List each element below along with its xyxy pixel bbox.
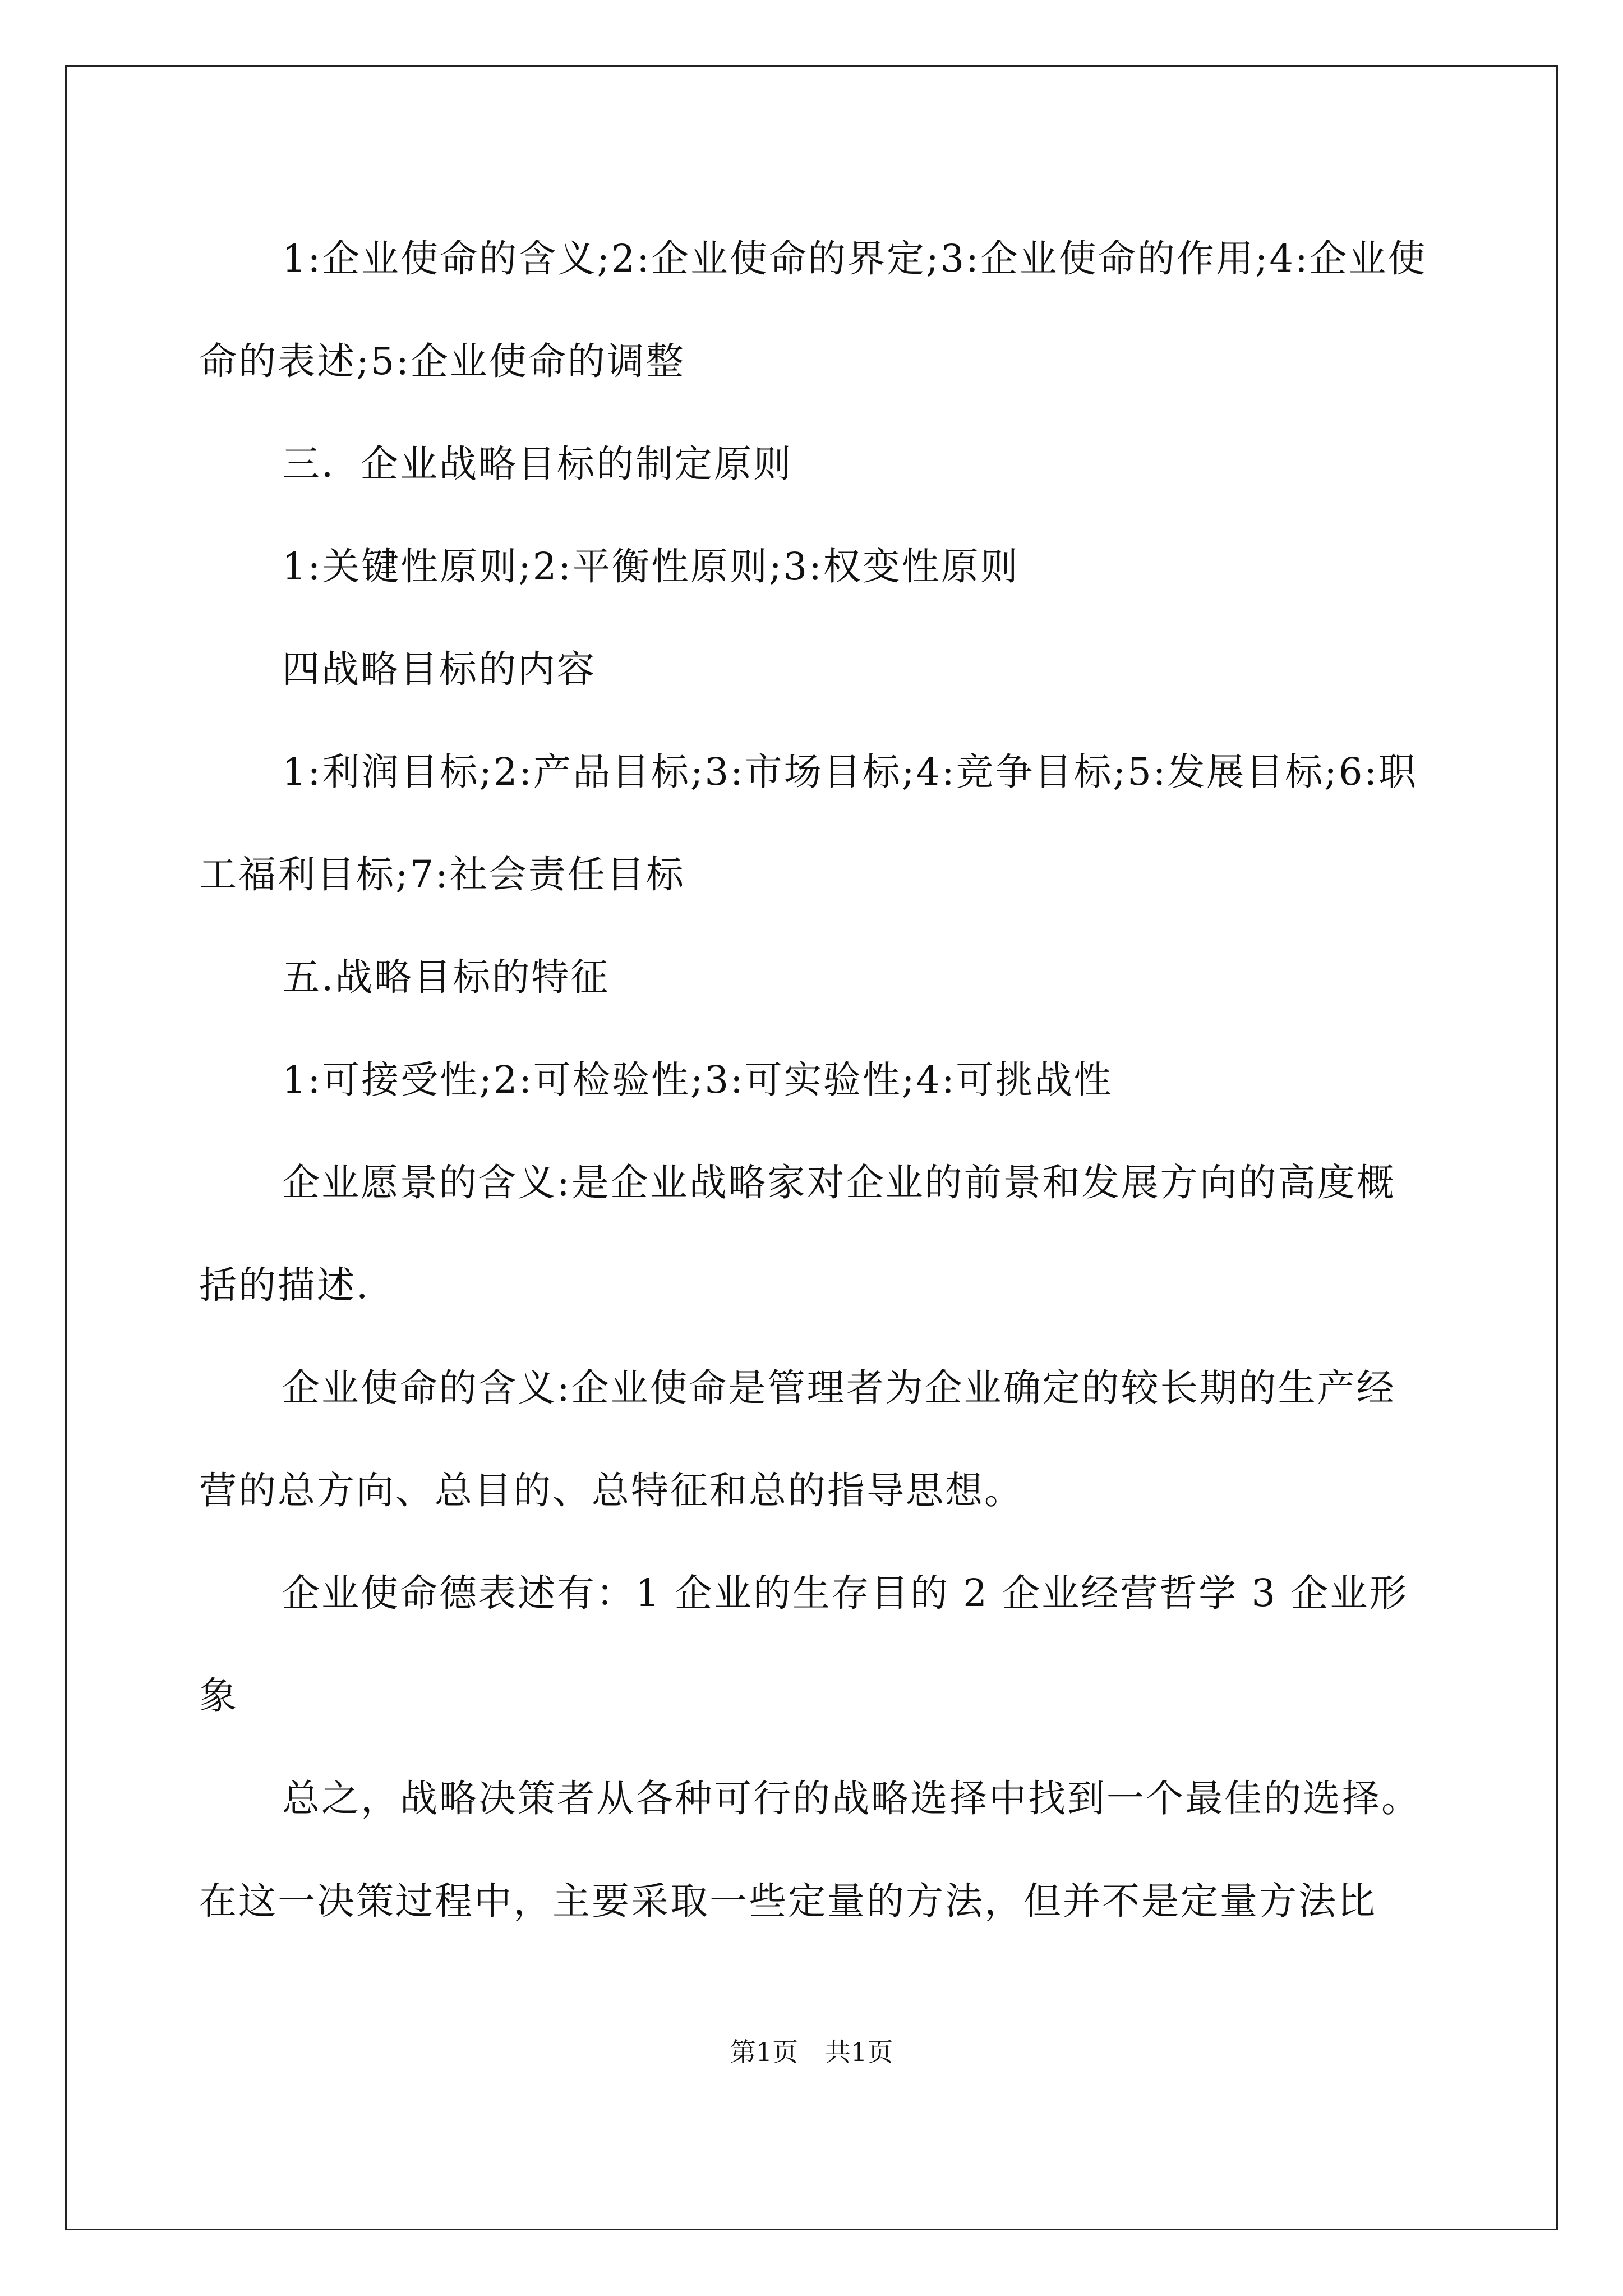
page-footer [0, 2035, 1623, 2069]
section-heading: 三．企业战略目标的制定原则 [282, 442, 792, 486]
page-total: 共1页 [825, 2037, 893, 2067]
document-body [199, 208, 1433, 1953]
paragraph: 总之，战略决策者从各种可行的战略选择中找到一个最佳的选择。在这一决策过程中，主要采取一些定量的方法，但并不是定量方法比 [199, 1777, 1421, 1923]
paragraph: 1:关键性原则;2:平衡性原则;3:权变性原则 [282, 545, 1020, 588]
paragraph: 1:利润目标;2:产品目标;3:市场目标;4:竞争目标;5:发展目标;6:职工福利目标;7:社会责任目标 [199, 750, 1418, 896]
paragraph: 企业使命的含义:企业使命是管理者为企业确定的较长期的生产经营的总方向、总目的、总特征和总的指导思想。 [199, 1366, 1396, 1512]
paragraph: 1:企业使命的含义;2:企业使命的界定;3:企业使命的作用;4:企业使命的表述;5:企业使命的调整 [199, 237, 1427, 383]
paragraph: 企业使命德表述有：1 企业的生存目的 2 企业经营哲学 3 企业形象 [199, 1571, 1409, 1718]
section-heading: 四战略目标的内容 [282, 647, 596, 691]
section-heading: 五.战略目标的特征 [282, 955, 610, 999]
paragraph: 企业愿景的含义:是企业战略家对企业的前景和发展方向的高度概括的描述. [199, 1161, 1396, 1307]
paragraph: 1:可接受性;2:可检验性;3:可实验性;4:可挑战性 [282, 1058, 1113, 1102]
page-number: 第1页 [730, 2037, 798, 2067]
